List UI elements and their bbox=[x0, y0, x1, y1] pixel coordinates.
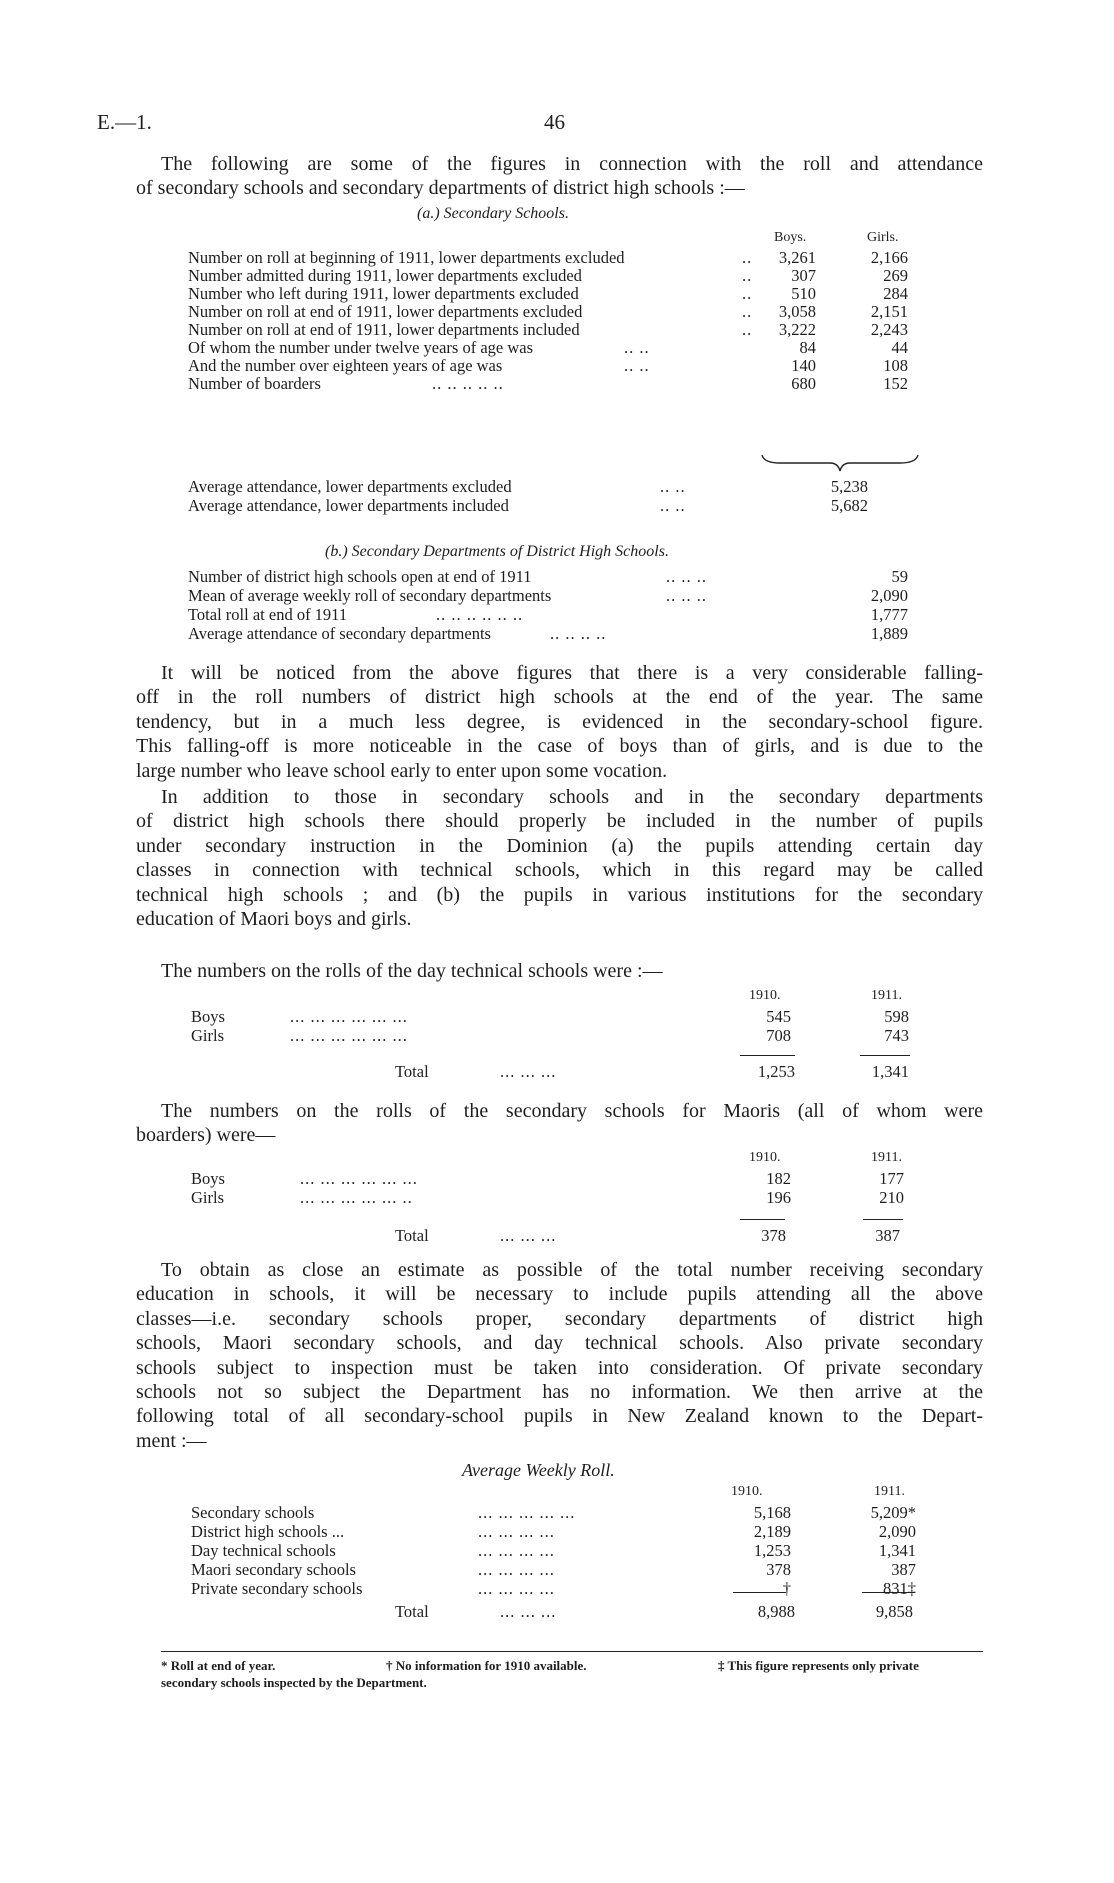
attendance-row bbox=[188, 496, 928, 516]
para3-line-6: schools not so subject the Department has no information. We then arrive at the bbox=[136, 1380, 983, 1403]
secondary-row bbox=[188, 320, 928, 340]
para3-line-3: classes—i.e. secondary schools proper, secondary departments of district high bbox=[136, 1307, 983, 1330]
para1-line-1: It will be noticed from the above figures that there is a very considerable falling- bbox=[161, 662, 983, 684]
boys-value: 3,261 bbox=[778, 248, 816, 267]
footnote-divider bbox=[161, 1651, 983, 1652]
total-label: Total bbox=[395, 1062, 429, 1081]
weekly-rule-1910 bbox=[733, 1592, 786, 1593]
row-leader-dots: .. bbox=[742, 266, 753, 285]
weekly-col-1911: 1911. bbox=[874, 1484, 905, 1499]
intro-paragraph bbox=[136, 152, 983, 201]
para2-line-6: education of Maori boys and girls. bbox=[136, 907, 412, 930]
row-label: Maori secondary schools bbox=[191, 1560, 356, 1579]
para3-line-1: To obtain as close an estimate as possible of the total number receiving secondary bbox=[161, 1259, 983, 1281]
technical-row bbox=[0, 1007, 1000, 1027]
row-label: Private secondary schools bbox=[191, 1579, 363, 1598]
weekly-rule-1911 bbox=[862, 1592, 915, 1593]
row-leader-dots: ... ... ... ... ... ... bbox=[290, 1026, 408, 1045]
document-reference: E.—1. bbox=[97, 110, 152, 134]
weekly-row bbox=[0, 1579, 1000, 1599]
technical-intro: The numbers on the rolls of the day technical schools were :— bbox=[161, 960, 663, 982]
value-1910: 5,168 bbox=[753, 1503, 791, 1522]
row-label: And the number over eighteen years of age was bbox=[188, 356, 503, 375]
row-leader-dots: .. .. .. .. bbox=[550, 624, 607, 643]
value-1910: 2,189 bbox=[753, 1522, 791, 1541]
estimate-paragraph bbox=[136, 1258, 983, 1453]
district-high-value: 2,090 bbox=[870, 586, 908, 605]
total-1911: 387 bbox=[875, 1226, 900, 1245]
value-1910: 545 bbox=[766, 1007, 791, 1026]
row-leader-dots: .. .. bbox=[660, 477, 686, 496]
district-high-caption: (b.) Secondary Departments of District High Schools. bbox=[325, 543, 669, 560]
row-label: Mean of average weekly roll of secondary departments bbox=[188, 586, 552, 605]
row-label: Average attendance, lower departments excluded bbox=[188, 477, 512, 496]
secondary-row bbox=[188, 284, 928, 304]
col-head-girls: Girls. bbox=[867, 230, 899, 245]
row-leader-dots: .. .. bbox=[624, 356, 650, 375]
row-leader-dots: ... ... ... ... bbox=[478, 1541, 555, 1560]
row-leader-dots: .. bbox=[742, 320, 753, 339]
secondary-row bbox=[188, 248, 928, 268]
value-1910: 1,253 bbox=[753, 1541, 791, 1560]
row-label: Number admitted during 1911, lower departments excluded bbox=[188, 266, 582, 285]
row-label: Total roll at end of 1911 bbox=[188, 605, 348, 624]
para1-line-2: off in the roll numbers of district high schools at the end of the year. The same bbox=[136, 686, 983, 709]
maori-row bbox=[0, 1188, 1000, 1208]
para1-line-4: This falling-off is more noticeable in the case of boys than of girls, and is due to the bbox=[136, 735, 983, 758]
weekly-row bbox=[0, 1503, 1000, 1523]
row-leader-dots: .. .. .. bbox=[666, 586, 707, 605]
row-label: Girls bbox=[191, 1026, 224, 1045]
total-row bbox=[0, 1226, 1000, 1246]
row-leader-dots: ... ... ... ... bbox=[478, 1579, 555, 1598]
row-leader-dots: ... ... ... ... ... ... bbox=[290, 1007, 408, 1026]
para3-line-5: schools subject to inspection must be taken into consideration. Of private secondary bbox=[136, 1356, 983, 1379]
boys-value: 84 bbox=[799, 338, 816, 357]
para2-line-3: under secondary instruction in the Dominion (a) the pupils attending certain day bbox=[136, 834, 983, 857]
technical-rule-1911 bbox=[860, 1055, 910, 1056]
row-label: Number on roll at beginning of 1911, lower departments excluded bbox=[188, 248, 625, 267]
row-label: Day technical schools bbox=[191, 1541, 336, 1560]
row-leader-dots: ... ... ... bbox=[500, 1602, 557, 1621]
total-brace-icon bbox=[760, 453, 920, 475]
row-label: Number on roll at end of 1911, lower departments included bbox=[188, 320, 580, 339]
maori-intro bbox=[136, 1099, 983, 1148]
row-label: Number of district high schools open at end of 1911 bbox=[188, 567, 532, 586]
row-leader-dots: .. .. bbox=[624, 338, 650, 357]
secondary-row bbox=[188, 374, 928, 394]
para1-line-3: tendency, but in a much less degree, is evidenced in the secondary-school figure. bbox=[136, 710, 983, 733]
para1-line-5: large number who leave school early to enter upon some vocation. bbox=[136, 759, 668, 782]
maori-rule-1911 bbox=[863, 1219, 903, 1220]
row-leader-dots: .. .. .. bbox=[666, 567, 707, 586]
value-1911: 598 bbox=[884, 1007, 909, 1026]
secondary-row bbox=[188, 356, 928, 376]
row-label: Number of boarders bbox=[188, 374, 321, 393]
page-number: 46 bbox=[544, 110, 565, 134]
intro-line-2: of secondary schools and secondary departments of district high schools :— bbox=[136, 177, 745, 200]
value-1911: 2,090 bbox=[878, 1522, 916, 1541]
para3-line-2: education in schools, it will be necessary to include pupils attending all the above bbox=[136, 1283, 983, 1306]
row-leader-dots: .. .. .. .. .. .. bbox=[436, 605, 524, 624]
boys-value: 3,058 bbox=[778, 302, 816, 321]
para3-line-4: schools, Maori secondary schools, and day technical schools. Also private secondary bbox=[136, 1332, 983, 1355]
total-1911: 9,858 bbox=[875, 1602, 913, 1621]
value-1910: 378 bbox=[766, 1560, 791, 1579]
girls-value: 2,166 bbox=[870, 248, 908, 267]
total-1911: 1,341 bbox=[871, 1062, 909, 1081]
maori-rule-1910 bbox=[740, 1219, 785, 1220]
row-leader-dots: .. bbox=[742, 302, 753, 321]
boys-value: 510 bbox=[791, 284, 816, 303]
row-leader-dots: .. .. .. .. .. bbox=[432, 374, 504, 393]
row-label: Number who left during 1911, lower departments excluded bbox=[188, 284, 579, 303]
value-1910: 196 bbox=[766, 1188, 791, 1207]
district-high-row bbox=[188, 624, 928, 644]
weekly-col-1910: 1910. bbox=[731, 1484, 763, 1499]
weekly-row bbox=[0, 1541, 1000, 1561]
boys-value: 3,222 bbox=[778, 320, 816, 339]
para2-line-5: technical high schools ; and (b) the pupils in various institutions for the secondary bbox=[136, 883, 983, 906]
district-high-row bbox=[188, 586, 928, 606]
total-1910: 8,988 bbox=[757, 1602, 795, 1621]
total-label: Total bbox=[395, 1226, 429, 1245]
row-label: Boys bbox=[191, 1007, 225, 1026]
col-head-boys: Boys. bbox=[774, 230, 807, 245]
technical-row bbox=[0, 1026, 1000, 1046]
row-label: Number on roll at end of 1911, lower departments excluded bbox=[188, 302, 583, 321]
district-high-value: 59 bbox=[891, 567, 908, 586]
footnote-roll-end: * Roll at end of year. bbox=[161, 1658, 276, 1673]
footnote-private: ‡ This figure represents only private bbox=[718, 1658, 919, 1673]
technical-col-1911: 1911. bbox=[871, 988, 902, 1003]
weekly-row bbox=[0, 1522, 1000, 1542]
row-label: Average attendance of secondary departments bbox=[188, 624, 491, 643]
maori-intro-line-2: boarders) were— bbox=[136, 1124, 276, 1147]
row-label: Of whom the number under twelve years of age was bbox=[188, 338, 534, 357]
secondary-row bbox=[188, 338, 928, 358]
district-high-value: 1,889 bbox=[870, 624, 908, 643]
total-1910: 1,253 bbox=[757, 1062, 795, 1081]
value-1911: 743 bbox=[884, 1026, 909, 1045]
footnote-no-info: † No information for 1910 available. bbox=[386, 1658, 587, 1673]
row-label: Average attendance, lower departments included bbox=[188, 496, 509, 515]
additional-pupils-paragraph bbox=[136, 785, 983, 931]
row-leader-dots: ... ... ... ... bbox=[478, 1560, 555, 1579]
maori-row bbox=[0, 1169, 1000, 1189]
maori-col-1910: 1910. bbox=[749, 1150, 781, 1165]
value-1910: † bbox=[782, 1579, 791, 1598]
intro-line-1: The following are some of the figures in connection with the roll and attendance bbox=[161, 153, 983, 175]
girls-value: 269 bbox=[883, 266, 908, 285]
boys-value: 140 bbox=[791, 356, 816, 375]
row-leader-dots: ... ... ... bbox=[500, 1062, 557, 1081]
row-leader-dots: ... ... ... ... ... ... bbox=[300, 1169, 418, 1188]
girls-value: 108 bbox=[883, 356, 908, 375]
total-label: Total bbox=[395, 1602, 429, 1621]
value-1911: 831‡ bbox=[883, 1579, 916, 1598]
secondary-row bbox=[188, 302, 928, 322]
girls-value: 44 bbox=[891, 338, 908, 357]
maori-col-1911: 1911. bbox=[871, 1150, 902, 1165]
para2-line-1: In addition to those in secondary schools and in the secondary departments bbox=[161, 786, 983, 808]
girls-value: 2,151 bbox=[870, 302, 908, 321]
boys-value: 680 bbox=[791, 374, 816, 393]
girls-value: 2,243 bbox=[870, 320, 908, 339]
row-leader-dots: ... ... ... ... bbox=[478, 1522, 555, 1541]
value-1911: 387 bbox=[891, 1560, 916, 1579]
district-high-row bbox=[188, 567, 928, 587]
district-high-row bbox=[188, 605, 928, 625]
girls-value: 284 bbox=[883, 284, 908, 303]
weekly-row bbox=[0, 1560, 1000, 1580]
value-1910: 182 bbox=[766, 1169, 791, 1188]
row-label: Girls bbox=[191, 1188, 224, 1207]
value-1911: 210 bbox=[879, 1188, 904, 1207]
maori-intro-line-1: The numbers on the rolls of the secondary schools for Maoris (all of whom were bbox=[161, 1100, 983, 1122]
value-1911: 1,341 bbox=[878, 1541, 916, 1560]
para2-line-4: classes in connection with technical schools, which in this regard may be called bbox=[136, 859, 983, 882]
attendance-value: 5,682 bbox=[830, 496, 868, 515]
value-1911: 177 bbox=[879, 1169, 904, 1188]
secondary-schools-caption: (a.) Secondary Schools. bbox=[417, 205, 569, 222]
attendance-value: 5,238 bbox=[830, 477, 868, 496]
district-high-value: 1,777 bbox=[870, 605, 908, 624]
footnote-private-cont: secondary schools inspected by the Department. bbox=[161, 1675, 427, 1690]
row-leader-dots: .. .. bbox=[660, 496, 686, 515]
secondary-row bbox=[188, 266, 928, 286]
technical-rule-1910 bbox=[740, 1055, 795, 1056]
row-leader-dots: .. bbox=[742, 284, 753, 303]
value-1911: 5,209* bbox=[870, 1503, 916, 1522]
row-leader-dots: ... ... ... ... ... bbox=[478, 1503, 576, 1522]
girls-value: 152 bbox=[883, 374, 908, 393]
row-leader-dots: .. bbox=[742, 248, 753, 267]
row-label: Secondary schools bbox=[191, 1503, 315, 1522]
para3-line-7: following total of all secondary-school pupils in New Zealand known to the Depart- bbox=[136, 1405, 983, 1428]
weekly-roll-caption: Average Weekly Roll. bbox=[462, 1460, 615, 1480]
technical-col-1910: 1910. bbox=[749, 988, 781, 1003]
total-row bbox=[0, 1602, 1000, 1622]
row-leader-dots: ... ... ... bbox=[500, 1226, 557, 1245]
value-1910: 708 bbox=[766, 1026, 791, 1045]
para2-line-2: of district high schools there should properly be included in the number of pupils bbox=[136, 810, 983, 833]
total-row bbox=[0, 1062, 1000, 1082]
total-1910: 378 bbox=[761, 1226, 786, 1245]
para3-line-8: ment :— bbox=[136, 1429, 207, 1452]
attendance-row bbox=[188, 477, 928, 497]
falling-off-paragraph bbox=[136, 661, 983, 783]
row-label: Boys bbox=[191, 1169, 225, 1188]
row-label: District high schools ... bbox=[191, 1522, 345, 1541]
row-leader-dots: ... ... ... ... ... .. bbox=[300, 1188, 413, 1207]
boys-value: 307 bbox=[791, 266, 816, 285]
